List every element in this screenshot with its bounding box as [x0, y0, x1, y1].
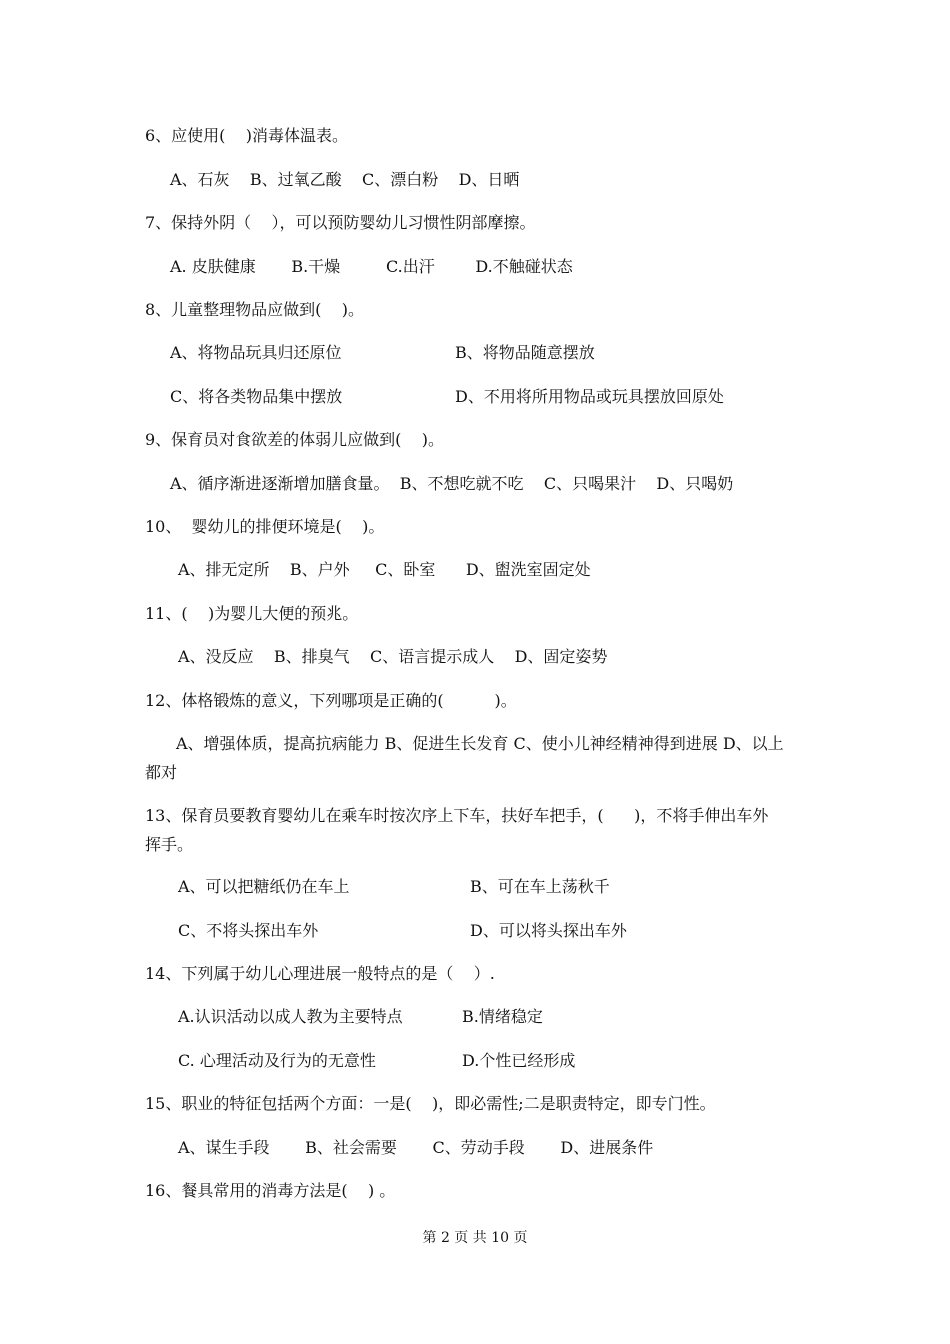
question-13-stem-line1: 13、保育员要教育婴幼儿在乘车时按次序上下车，扶好车把手，( )，不将手伸出车外	[145, 806, 769, 825]
question-14-option-c: C. 心理活动及行为的无意性	[178, 1051, 376, 1070]
question-7-options: A. 皮肤健康 B.干燥 C.出汗 D.不触碰状态	[170, 257, 573, 276]
question-16-stem: 16、餐具常用的消毒方法是( ) 。	[145, 1181, 396, 1200]
question-14-option-d: D.个性已经形成	[462, 1051, 576, 1070]
question-9-stem: 9、保育员对食欲差的体弱儿应做到( )。	[145, 430, 445, 449]
question-12-stem: 12、体格锻炼的意义，下列哪项是正确的( )。	[145, 691, 517, 710]
question-11-options: A、没反应 B、排臭气 C、语言提示成人 D、固定姿势	[178, 647, 608, 666]
question-10-stem: 10、 婴幼儿的排便环境是( )。	[145, 517, 385, 536]
question-11-stem: 11、( )为婴儿大便的预兆。	[145, 604, 359, 623]
question-6-options: A、石灰 B、过氧乙酸 C、漂白粉 D、日晒	[170, 170, 520, 189]
question-13-option-b: B、可在车上荡秋千	[470, 877, 610, 896]
question-13-option-c: C、不将头探出车外	[178, 921, 319, 940]
question-8-stem: 8、儿童整理物品应做到( )。	[145, 300, 365, 319]
question-8-option-a: A、将物品玩具归还原位	[170, 343, 342, 362]
question-8-option-d: D、不用将所用物品或玩具摆放回原处	[455, 387, 724, 406]
question-6-stem: 6、应使用( )消毒体温表。	[145, 126, 349, 145]
question-12-options-line1: A、增强体质，提高抗病能力 B、促进生长发育 C、使小儿神经精神得到进展 D、以上	[176, 734, 784, 753]
question-8-option-c: C、将各类物品集中摆放	[170, 387, 343, 406]
question-14-stem: 14、下列属于幼儿心理进展一般特点的是（ ）.	[145, 964, 495, 983]
question-10-options: A、排无定所 B、户外 C、卧室 D、盥洗室固定处	[178, 560, 591, 579]
question-9-options: A、循序渐进逐渐增加膳食量。 B、不想吃就不吃 C、只喝果汁 D、只喝奶	[170, 474, 734, 493]
question-15-options: A、谋生手段 B、社会需要 C、劳动手段 D、进展条件	[178, 1138, 654, 1157]
question-12-options-line2: 都对	[145, 763, 178, 782]
page-footer: 第 2 页 共 10 页	[422, 1230, 528, 1246]
question-14-option-a: A.认识活动以成人教为主要特点	[178, 1007, 403, 1026]
question-13-option-d: D、可以将头探出车外	[470, 921, 627, 940]
question-8-option-b: B、将物品随意摆放	[455, 343, 595, 362]
question-14-option-b: B.情绪稳定	[462, 1007, 543, 1026]
question-13-stem-line2: 挥手。	[145, 835, 194, 854]
question-7-stem: 7、保持外阴（ ），可以预防婴幼儿习惯性阴部摩擦。	[145, 213, 536, 232]
question-13-option-a: A、可以把糖纸仍在车上	[178, 877, 350, 896]
question-15-stem: 15、职业的特征包括两个方面：一是( )，即必需性;二是职责特定，即专门性。	[145, 1094, 716, 1113]
